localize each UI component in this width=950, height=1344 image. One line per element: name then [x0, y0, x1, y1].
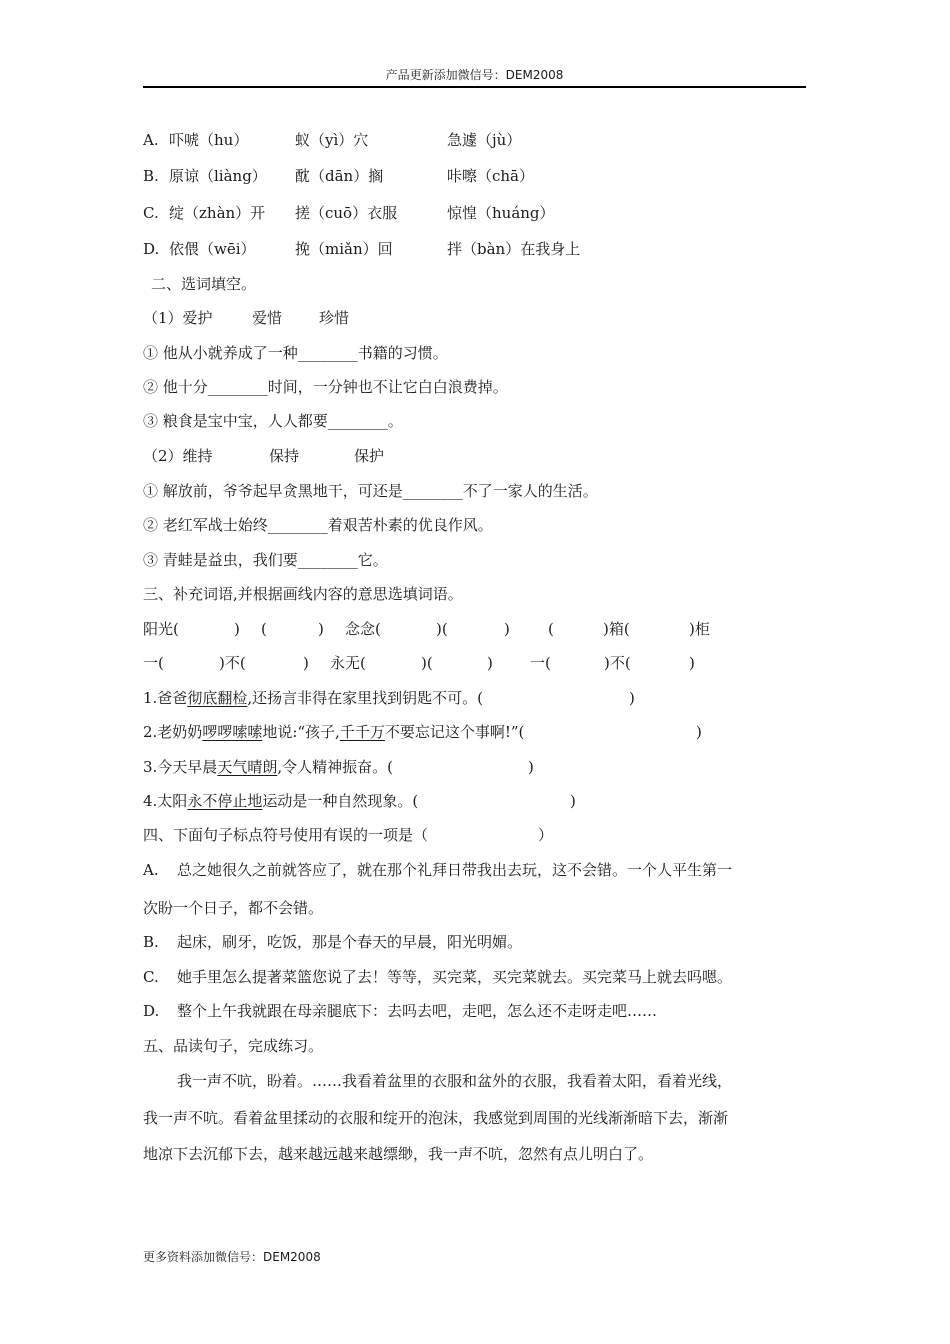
section-5-title: 五、品读句子，完成练习。: [143, 1037, 324, 1055]
sentence-text: 4.太阳: [143, 792, 188, 810]
idiom-part: )不(: [219, 654, 246, 672]
idiom-part: ): [303, 654, 309, 672]
passage-line: 我一声不吭。看着盆里揉动的衣服和绽开的泡沫，我感觉到周围的光线渐渐暗下去，渐渐: [143, 1109, 729, 1127]
section-4-title: 四、下面句子标点符号使用有误的一项是（: [143, 826, 429, 844]
word-option: 保持: [269, 447, 300, 465]
answer-paren-close: ): [570, 792, 576, 810]
option-text: 次盼一个日子，都不会错。: [143, 899, 324, 917]
option-letter: B.: [143, 167, 159, 185]
option-word-3: 惊惶（huáng）: [447, 204, 555, 222]
word-group-label: （1）爱护: [143, 309, 213, 327]
word-option: 保护: [354, 447, 385, 465]
sentence-1: [143, 688, 483, 708]
idiom-part: )不(: [604, 654, 631, 672]
option-letter: A.: [143, 861, 159, 879]
fill-blank-item: ② 老红军战士始终________着艰苦朴素的优良作风。: [143, 516, 493, 534]
answer-paren-close: ): [629, 689, 635, 707]
idiom-part: ): [234, 620, 240, 638]
idiom-part: )(: [436, 620, 448, 638]
option-text: 她手里怎么提著菜篮您说了去！等等，买完菜，买完菜就去。买完菜马上就去吗嗯。: [177, 968, 733, 986]
word-group-label: （2）维持: [143, 447, 213, 465]
word-option: 爱惜: [252, 309, 283, 327]
option-word-1: 绽（zhàn）开: [169, 204, 266, 222]
sentence-text: 运动是一种自然现象。(: [262, 792, 419, 810]
sentence-2: [143, 722, 524, 742]
idiom-part: ): [504, 620, 510, 638]
idiom-part: ): [689, 654, 695, 672]
idiom-part: )柜: [689, 620, 710, 638]
section-2-title: 二、选词填空。: [151, 275, 257, 293]
page-header: 产品更新添加微信号：DEM2008: [385, 68, 564, 82]
sentence-text: 2.老奶奶: [143, 723, 203, 741]
idiom-part: 永无(: [330, 654, 366, 672]
fill-blank-item: ② 他十分________时间，一分钟也不让它白白浪费掉。: [143, 378, 508, 396]
idiom-part: 一(: [530, 654, 551, 672]
idiom-part: 念念(: [345, 620, 381, 638]
option-word-2: 酖（dān）搁: [295, 167, 384, 185]
option-word-1: 吓唬（hu）: [169, 131, 249, 149]
sentence-text: 1.爸爸: [143, 689, 188, 707]
idiom-part: 一(: [143, 654, 164, 672]
passage-line: 地凉下去沉郁下去，越来越远越来越缥缈，我一声不吭，忽然有点儿明白了。: [143, 1145, 654, 1163]
option-word-1: 原谅（liàng）: [169, 167, 267, 185]
underlined-phrase: 啰啰嗦嗦: [202, 723, 263, 741]
idiom-part: 阳光(: [143, 620, 179, 638]
sentence-text: ,还扬言非得在家里找到钥匙不可。(: [247, 689, 483, 707]
page-footer: 更多资料添加微信号：DEM2008: [143, 1250, 321, 1264]
option-word-2: 挽（miǎn）回: [295, 240, 393, 258]
fill-blank-item: ③ 青蛙是益虫，我们要________它。: [143, 551, 388, 569]
idiom-part: ): [318, 620, 324, 638]
word-option: 珍惜: [319, 309, 350, 327]
sentence-text: 不要忘记这个事啊!”(: [384, 723, 525, 741]
underlined-phrase: 永不停止地: [187, 792, 263, 810]
idiom-part: ): [487, 654, 493, 672]
option-letter: B.: [143, 933, 159, 951]
idiom-part: (: [261, 620, 267, 638]
option-letter: A.: [143, 131, 159, 149]
answer-paren-close: ）: [538, 826, 554, 844]
option-word-3: 急遽（jù）: [447, 131, 522, 149]
option-word-3: 咔嚓（chā）: [447, 167, 535, 185]
idiom-part: )(: [421, 654, 433, 672]
underlined-phrase: 彻底翻检: [187, 689, 248, 707]
option-word-3: 拌（bàn）在我身上: [447, 240, 581, 258]
fill-blank-item: ① 他从小就养成了一种________书籍的习惯。: [143, 344, 448, 362]
option-text: 起床，刷牙，吃饭，那是个春天的早晨，阳光明媚。: [177, 933, 523, 951]
sentence-3: [143, 757, 393, 777]
option-text: 整个上午我就跟在母亲腿底下：去吗去吧，走吧，怎么还不走呀走吧……: [177, 1002, 658, 1020]
option-letter: D.: [143, 1002, 160, 1020]
option-word-2: 蚁（yì）穴: [295, 131, 369, 149]
option-letter: C.: [143, 204, 159, 222]
answer-paren-close: ): [528, 758, 534, 776]
option-letter: D.: [143, 240, 160, 258]
idiom-part: )箱(: [603, 620, 630, 638]
section-3-title: 三、补充词语,并根据画线内容的意思选填词语。: [143, 585, 463, 603]
fill-blank-item: ③ 粮食是宝中宝，人人都要________。: [143, 412, 403, 430]
sentence-text: 3.今天早晨: [143, 758, 218, 776]
answer-paren-close: ): [696, 723, 702, 741]
option-word-2: 搓（cuō）衣服: [295, 204, 398, 222]
sentence-text: ,令人精神振奋。(: [277, 758, 393, 776]
underlined-phrase: 千千万: [339, 723, 385, 741]
fill-blank-item: ① 解放前，爷爷起早贪黑地干，可还是________不了一家人的生活。: [143, 482, 598, 500]
option-word-1: 依偎（wēi）: [169, 240, 256, 258]
header-divider: [143, 86, 806, 88]
passage-line: 我一声不吭，盼着。……我看着盆里的衣服和盆外的衣服，我看着太阳，看着光线，: [177, 1072, 733, 1090]
sentence-text: 地说:“孩子,: [262, 723, 340, 741]
sentence-4: [143, 791, 418, 811]
option-text: 总之她很久之前就答应了，就在那个礼拜日带我出去玩，这不会错。一个人平生第一: [177, 861, 733, 879]
idiom-part: (: [548, 620, 554, 638]
option-letter: C.: [143, 968, 159, 986]
underlined-phrase: 天气晴朗: [217, 758, 278, 776]
